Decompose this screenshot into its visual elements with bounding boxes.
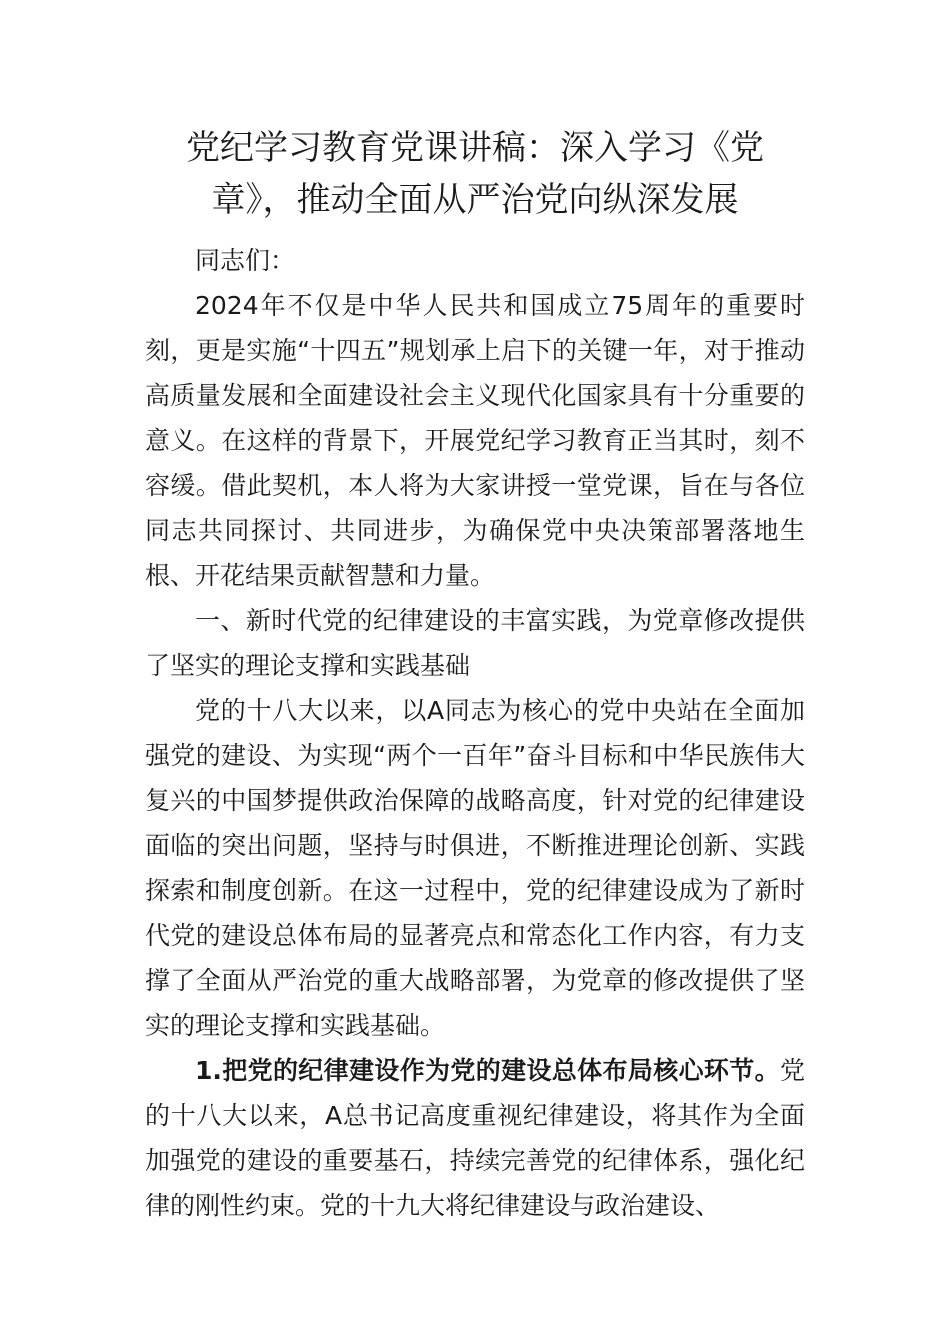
point-body: 党的十八大以来，A总书记高度重视纪律建设，将其作为全面加强党的建设的重要基石，持续完善党的纪律体系，强化纪律的刚性约束。党的十九大将纪律建设与政治建设、	[145, 1056, 805, 1220]
point-lead: 1.把党的纪律建设作为党的建设总体布局核心环节。	[195, 1056, 780, 1085]
point-paragraph	[145, 1048, 805, 1228]
intro-paragraph: 2024年不仅是中华人民共和国成立75周年的重要时刻，更是实施“十四五”规划承上启下的关键一年，对于推动高质量发展和全面建设社会主义现代化国家具有十分重要的意义。在这样的背景下，开展党纪学习教育正当其时，刻不容缓。借此契机，本人将为大家讲授一堂党课，旨在与各位同志共同探讨、共同进步，为确保党中央决策部署落地生根、开花结果贡献智慧和力量。	[145, 291, 805, 590]
salutation: 同志们：	[195, 246, 296, 275]
document-title: 党纪学习教育党课讲稿：深入学习《党章》，推动全面从严治党向纵深发展	[186, 128, 764, 220]
document-body	[145, 238, 805, 1228]
section-heading: 一、新时代党的纪律建设的丰富实践，为党章修改提供了坚实的理论支撑和实践基础	[145, 606, 805, 680]
section-body-paragraph: 党的十八大以来，以A同志为核心的党中央站在全面加强党的建设、为实现“两个一百年”奋斗目标和中华民族伟大复兴的中国梦提供政治保障的战略高度，针对党的纪律建设面临的突出问题，坚持与时俱进，不断推进理论创新、实践探索和制度创新。在这一过程中，党的纪律建设成为了新时代党的建设总体布局的显著亮点和常态化工作内容，有力支撑了全面从严治党的重大战略部署，为党章的修改提供了坚实的理论支撑和实践基础。	[145, 696, 805, 1040]
